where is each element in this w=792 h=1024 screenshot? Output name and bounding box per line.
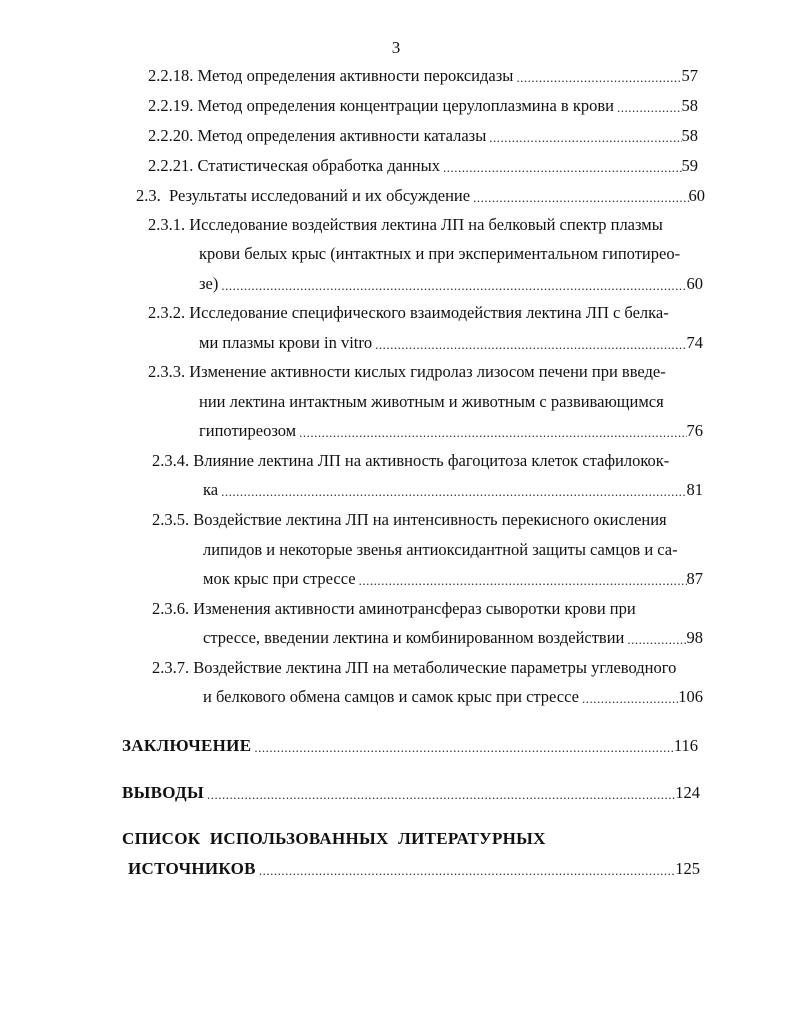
toc-entry (148, 66, 698, 86)
toc-entry-number: 2.3.5. (152, 510, 190, 529)
toc-entry-number: 2.3.2. (148, 303, 186, 322)
toc-entry-continuation (203, 480, 703, 500)
toc-entry-number: 2.3.1. (148, 215, 186, 234)
leader-dots (296, 424, 686, 441)
toc-entry-page: 58 (681, 126, 698, 145)
toc-entry-page: 76 (686, 421, 703, 440)
toc-entry-number: 2.3.3. (148, 362, 186, 381)
toc-entry-page: 58 (681, 96, 698, 115)
toc-entry-page: 106 (678, 687, 703, 706)
toc-entry-title: ка (203, 480, 219, 499)
toc-entry-title: и белкового обмена самцов и самок крыс при стрессе (203, 687, 579, 706)
toc-entry-page: 87 (686, 569, 703, 588)
toc-entry-page: 60 (686, 274, 703, 293)
toc-entry (148, 96, 698, 116)
toc-entry (148, 303, 669, 323)
toc-entry-number: 2.2.21. (148, 156, 194, 175)
toc-section-title: ИСТОЧНИКОВ (128, 859, 256, 878)
toc-entry-number: 2.2.18. (148, 66, 194, 85)
toc-entry-number: 2.3.4. (152, 451, 190, 470)
leader-dots (513, 69, 681, 86)
toc-entry-continuation (203, 569, 703, 589)
toc-entry-number: 2.3. (136, 186, 161, 205)
toc-entry (148, 362, 666, 382)
toc-entry-title: Воздействие лектина ЛП на метаболические параметры углеводного (193, 658, 677, 677)
toc-entry-title: Влияние лектина ЛП на активность фагоцитоза клеток стафилокок- (193, 451, 670, 470)
toc-entry-continuation: крови белых крыс (интактных и при экспериментальном гипотирео- (199, 244, 681, 263)
toc-entry-title: ми плазмы крови in vitro (199, 333, 373, 352)
toc-entry-title: мок крыс при стрессе (203, 569, 356, 588)
toc-entry-title: зе) (199, 274, 219, 293)
leader-dots (579, 690, 678, 707)
toc-entry-title: Изменение активности кислых гидролаз лизосом печени при введе- (189, 362, 666, 381)
toc-entry-continuation (203, 628, 703, 648)
leader-dots (372, 336, 686, 353)
leader-dots (440, 159, 682, 176)
toc-entry-page: 98 (686, 628, 703, 647)
toc-entry-title: Метод определения концентрации церулоплазмина в крови (197, 96, 614, 115)
toc-entry (152, 599, 636, 619)
toc-entry-continuation: липидов и некоторые звенья антиоксидантной защиты самцов и са- (203, 540, 678, 559)
toc-entry-title: Исследование специфического взаимодействия лектина ЛП с белка- (189, 303, 669, 322)
toc-entry-number: 2.3.7. (152, 658, 190, 677)
toc-entry-page: 116 (673, 736, 698, 755)
toc-entry (152, 658, 676, 678)
toc-entry-continuation (199, 274, 703, 294)
leader-dots (251, 739, 674, 756)
toc-section-title: ЗАКЛЮЧЕНИЕ (122, 736, 252, 755)
leader-dots (356, 572, 687, 589)
leader-dots (256, 862, 675, 879)
toc-entry-number: 2.2.20. (148, 126, 194, 145)
toc-section-references-continuation (128, 859, 700, 879)
leader-dots (486, 129, 681, 146)
toc-section-conclusion (122, 736, 698, 756)
leader-dots (204, 786, 675, 803)
toc-entry-title: гипотиреозом (199, 421, 297, 440)
toc-entry (148, 156, 698, 176)
toc-entry-page: 81 (686, 480, 703, 499)
leader-dots (218, 277, 686, 294)
leader-dots (218, 483, 686, 500)
toc-entry-title: Воздействие лектина ЛП на интенсивность перекисного окисления (193, 510, 667, 529)
toc-entry (152, 510, 667, 530)
toc-entry (136, 186, 705, 206)
toc-entry-continuation (199, 333, 703, 353)
toc-section-findings (122, 783, 700, 803)
toc-entry-number: 2.3.6. (152, 599, 190, 618)
toc-entry-title: Статистическая обработка данных (197, 156, 440, 175)
leader-dots (614, 99, 682, 116)
page-number: 3 (391, 38, 401, 57)
toc-entry-continuation (199, 421, 703, 441)
toc-entry-number: 2.2.19. (148, 96, 194, 115)
toc-entry-continuation (203, 687, 703, 707)
toc-section-references: СПИСОК ИСПОЛЬЗОВАННЫХ ЛИТЕРАТУРНЫХ (122, 829, 546, 848)
toc-entry (148, 126, 698, 146)
toc-entry-title: Исследование воздействия лектина ЛП на белковый спектр плазмы (189, 215, 663, 234)
toc-entry-continuation: нии лектина интактным животным и животным с развивающимся (199, 392, 664, 411)
toc-entry-title: Метод определения активности каталазы (197, 126, 487, 145)
toc-entry-page: 59 (681, 156, 698, 175)
toc-entry-page: 57 (681, 66, 698, 85)
toc-entry (152, 451, 669, 471)
toc-entry-page: 60 (688, 186, 705, 205)
toc-entry-page: 125 (675, 859, 700, 878)
toc-entry-title: Метод определения активности пероксидазы (197, 66, 514, 85)
leader-dots (624, 631, 686, 648)
toc-section-title: ВЫВОДЫ (122, 783, 204, 802)
toc-entry-title: Результаты исследований и их обсуждение (169, 186, 471, 205)
toc-entry-page: 124 (675, 783, 700, 802)
toc-entry-page: 74 (686, 333, 703, 352)
toc-entry-title: Изменения активности аминотрансфераз сыворотки крови при (193, 599, 636, 618)
leader-dots (470, 189, 688, 206)
toc-entry-title: стрессе, введении лектина и комбинированном воздействии (203, 628, 625, 647)
toc-entry (148, 215, 663, 235)
